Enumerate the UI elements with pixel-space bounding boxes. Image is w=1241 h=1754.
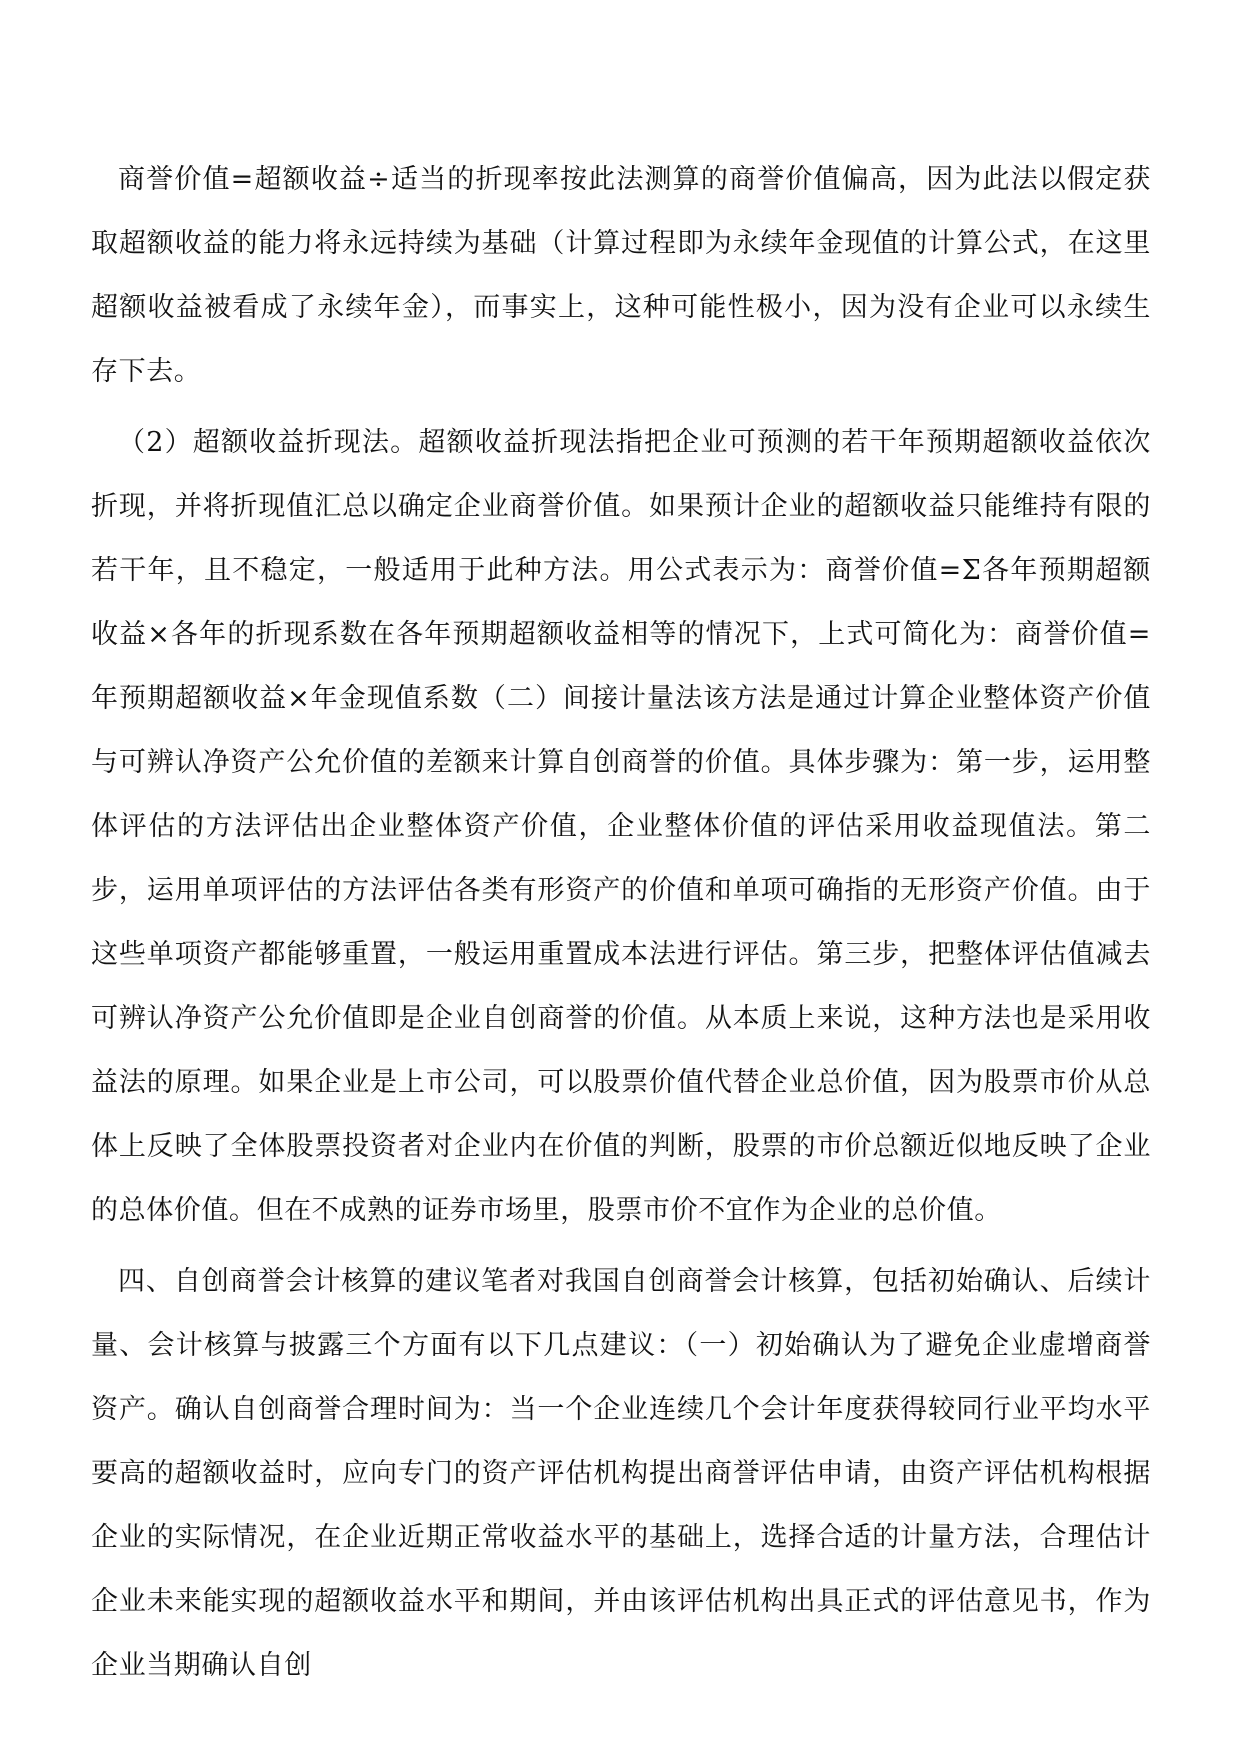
paragraph-perpetual-excess-earnings: 商誉价值=超额收益÷适当的折现率按此法测算的商誉价值偏高，因为此法以假定获取超额收益的能力将永远持续为基础（计算过程即为永续年金现值的计算公式，在这里超额收益被看成了永续年金），而事实上，这种可能性极小，因为没有企业可以永续生存下去。 (91, 164, 1151, 387)
paragraph-accounting-recommendations: 四、自创商誉会计核算的建议笔者对我国自创商誉会计核算，包括初始确认、后续计量、会计核算与披露三个方面有以下几点建议：（一）初始确认为了避免企业虚增商誉资产。确认自创商誉合理时间为：当一个企业连续几个会计年度获得较同行业平均水平要高的超额收益时，应向专门的资产评估机构提出商誉评估申请，由资产评估机构根据企业的实际情况，在企业近期正常收益水平的基础上，选择合适的计量方法，合理估计企业未来能实现的超额收益水平和期间，并由该评估机构出具正式的评估意见书，作为企业当期确认自创 (91, 1266, 1151, 1681)
paragraph-discounted-excess-earnings: （2）超额收益折现法。超额收益折现法指把企业可预测的若干年预期超额收益依次折现，并将折现值汇总以确定企业商誉价值。如果预计企业的超额收益只能维持有限的若干年，且不稳定，一般适用于此种方法。用公式表示为：商誉价值=Σ各年预期超额收益×各年的折现系数在各年预期超额收益相等的情况下，上式可简化为：商誉价值=年预期超额收益×年金现值系数（二）间接计量法该方法是通过计算企业整体资产价值与可辨认净资产公允价值的差额来计算自创商誉的价值。具体步骤为：第一步，运用整体评估的方法评估出企业整体资产价值，企业整体价值的评估采用收益现值法。第二步，运用单项评估的方法评估各类有形资产的价值和单项可确指的无形资产价值。由于这些单项资产都能够重置，一般运用重置成本法进行评估。第三步，把整体评估值减去可辨认净资产公允价值即是企业自创商誉的价值。从本质上来说，这种方法也是采用收益法的原理。如果企业是上市公司，可以股票价值代替企业总价值，因为股票市价从总体上反映了全体股票投资者对企业内在价值的判断，股票的市价总额近似地反映了企业的总体价值。但在不成熟的证券市场里，股票市价不宜作为企业的总价值。 (91, 427, 1151, 1226)
document-page (91, 148, 1151, 1705)
